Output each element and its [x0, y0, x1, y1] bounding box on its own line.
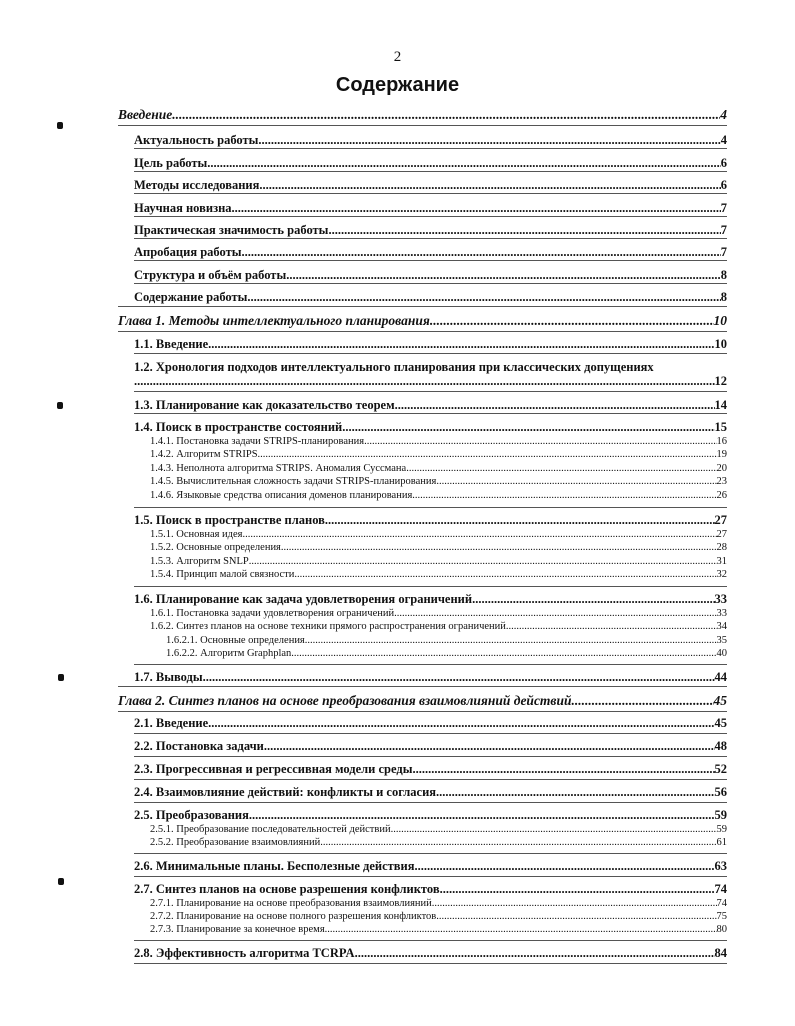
- toc-entry-1-2-line1[interactable]: 1.2. Хронология подходов интеллектуального планирования при классических допущениях: [134, 360, 654, 374]
- toc-entry[interactable]: 1.6.2.1. Основные определения ..... 35: [166, 635, 727, 646]
- toc-entry[interactable]: 1.7. Выводы ..... 44: [134, 670, 727, 685]
- toc-entry[interactable]: 2.7.1. Планирование на основе преобразования взаимовлияний ..... 74: [150, 898, 727, 909]
- toc-divider: [134, 171, 727, 172]
- toc-entry[interactable]: 2.5.2. Преобразование взаимовлияний ..... 61: [150, 837, 727, 848]
- toc-entry[interactable]: 1.5. Поиск в пространстве планов ..... 27: [134, 513, 727, 528]
- toc-divider: [134, 876, 727, 877]
- toc-divider: [134, 260, 727, 261]
- toc-divider: [134, 940, 727, 941]
- toc-entry[interactable]: Актуальность работы ..... 4: [134, 133, 727, 148]
- toc-entry-1-2-dots: ..... 12: [134, 374, 727, 389]
- toc-entry[interactable]: 1.3. Планирование как доказательство теорем ..... 14: [134, 398, 727, 413]
- toc-divider: [134, 756, 727, 757]
- toc-divider: [134, 216, 727, 217]
- toc-entry[interactable]: Апробация работы ..... 7: [134, 245, 727, 260]
- toc-entry[interactable]: 2.4. Взаимовлияние действий: конфликты и согласия ..... 56: [134, 785, 727, 800]
- toc-entry[interactable]: 1.1. Введение ..... 10: [134, 337, 727, 352]
- toc-entry[interactable]: 2.1. Введение ..... 45: [134, 716, 727, 731]
- toc-entry[interactable]: 1.4.3. Неполнота алгоритма STRIPS. Аномалия Суссмана ..... 20: [150, 463, 727, 474]
- toc-divider: [134, 238, 727, 239]
- toc-divider: [134, 963, 727, 964]
- toc-divider: [134, 664, 727, 665]
- toc-entry[interactable]: 1.4.5. Вычислительная сложность задачи STRIPS-планирования ..... 23: [150, 476, 727, 487]
- toc-entry[interactable]: 1.5.2. Основные определения ..... 28: [150, 542, 727, 553]
- page-title: Содержание: [335, 74, 460, 96]
- toc-entry-intro[interactable]: Введение ..... 4: [118, 107, 727, 123]
- toc-divider: [134, 193, 727, 194]
- toc-entry[interactable]: 1.6.2.2. Алгоритм Graphplan ..... 40: [166, 648, 727, 659]
- scan-mark: [57, 122, 63, 129]
- toc-divider: [134, 779, 727, 780]
- toc-entry[interactable]: 1.6.2. Синтез планов на основе техники прямого распространения ограничений ..... 34: [150, 621, 727, 632]
- toc-divider: [134, 853, 727, 854]
- toc-entry[interactable]: 2.5. Преобразования ..... 59: [134, 808, 727, 823]
- toc-entry-chapter-1[interactable]: Глава 1. Методы интеллектуального планирования ..... 10: [118, 313, 727, 329]
- toc-divider: [118, 125, 727, 126]
- toc-entry[interactable]: 1.4.2. Алгоритм STRIPS ..... 19: [150, 449, 727, 460]
- toc-entry[interactable]: 1.4.6. Языковые средства описания доменов планирования ..... 26: [150, 490, 727, 501]
- scan-mark: [57, 402, 63, 409]
- toc-divider: [134, 733, 727, 734]
- toc-entry[interactable]: 2.5.1. Преобразование последовательностей действий ..... 59: [150, 824, 727, 835]
- toc-entry[interactable]: 2.8. Эффективность алгоритма TCRPA ..... 84: [134, 946, 727, 961]
- toc-divider: [134, 413, 727, 414]
- toc-entry[interactable]: Цель работы ..... 6: [134, 156, 727, 171]
- toc-divider: [118, 711, 727, 712]
- toc-entry[interactable]: Практическая значимость работы ..... 7: [134, 223, 727, 238]
- toc-divider: [134, 802, 727, 803]
- toc-entry[interactable]: 2.7. Синтез планов на основе разрешения конфликтов ..... 74: [134, 882, 727, 897]
- toc-entry[interactable]: Научная новизна ..... 7: [134, 201, 727, 216]
- toc-entry[interactable]: 1.6.1. Постановка задачи удовлетворения ограничений ..... 33: [150, 608, 727, 619]
- toc-entry[interactable]: 2.3. Прогрессивная и регрессивная модели среды ..... 52: [134, 762, 727, 777]
- toc-divider: [134, 283, 727, 284]
- toc-entry[interactable]: Содержание работы ..... 8: [134, 290, 727, 305]
- toc-entry[interactable]: Структура и объём работы ..... 8: [134, 268, 727, 283]
- toc-entry[interactable]: 1.4. Поиск в пространстве состояний ..... 15: [134, 420, 727, 435]
- toc-entry[interactable]: 1.5.4. Принцип малой связности ..... 32: [150, 569, 727, 580]
- toc-entry[interactable]: 2.7.2. Планирование на основе полного разрешения конфликтов ..... 75: [150, 911, 727, 922]
- scan-mark: [58, 878, 64, 885]
- toc-divider: [118, 686, 727, 687]
- toc-entry[interactable]: 1.4.1. Постановка задачи STRIPS-планирования ..... 16: [150, 436, 727, 447]
- toc-divider: [134, 507, 727, 508]
- toc-divider: [134, 586, 727, 587]
- toc-entry[interactable]: 2.7.3. Планирование за конечное время ..... 80: [150, 924, 727, 935]
- toc-entry[interactable]: 2.2. Постановка задачи ..... 48: [134, 739, 727, 754]
- toc-entry[interactable]: 1.6. Планирование как задача удовлетворения ограничений ..... 33: [134, 592, 727, 607]
- toc-entry[interactable]: 1.5.3. Алгоритм SNLP ..... 31: [150, 556, 727, 567]
- toc-divider: [118, 306, 727, 307]
- toc-entry-chapter-2[interactable]: Глава 2. Синтез планов на основе преобразования взаимовлияний действий ..... 45: [118, 693, 727, 709]
- toc-entry[interactable]: 2.6. Минимальные планы. Бесполезные действия ..... 63: [134, 859, 727, 874]
- toc-divider: [118, 331, 727, 332]
- toc-divider: [134, 148, 727, 149]
- toc-divider: [134, 353, 727, 354]
- toc-entry[interactable]: 1.5.1. Основная идея ..... 27: [150, 529, 727, 540]
- toc-entry[interactable]: Методы исследования ..... 6: [134, 178, 727, 193]
- scan-mark: [58, 674, 64, 681]
- toc-divider: [134, 391, 727, 392]
- page-number: 2: [393, 49, 402, 65]
